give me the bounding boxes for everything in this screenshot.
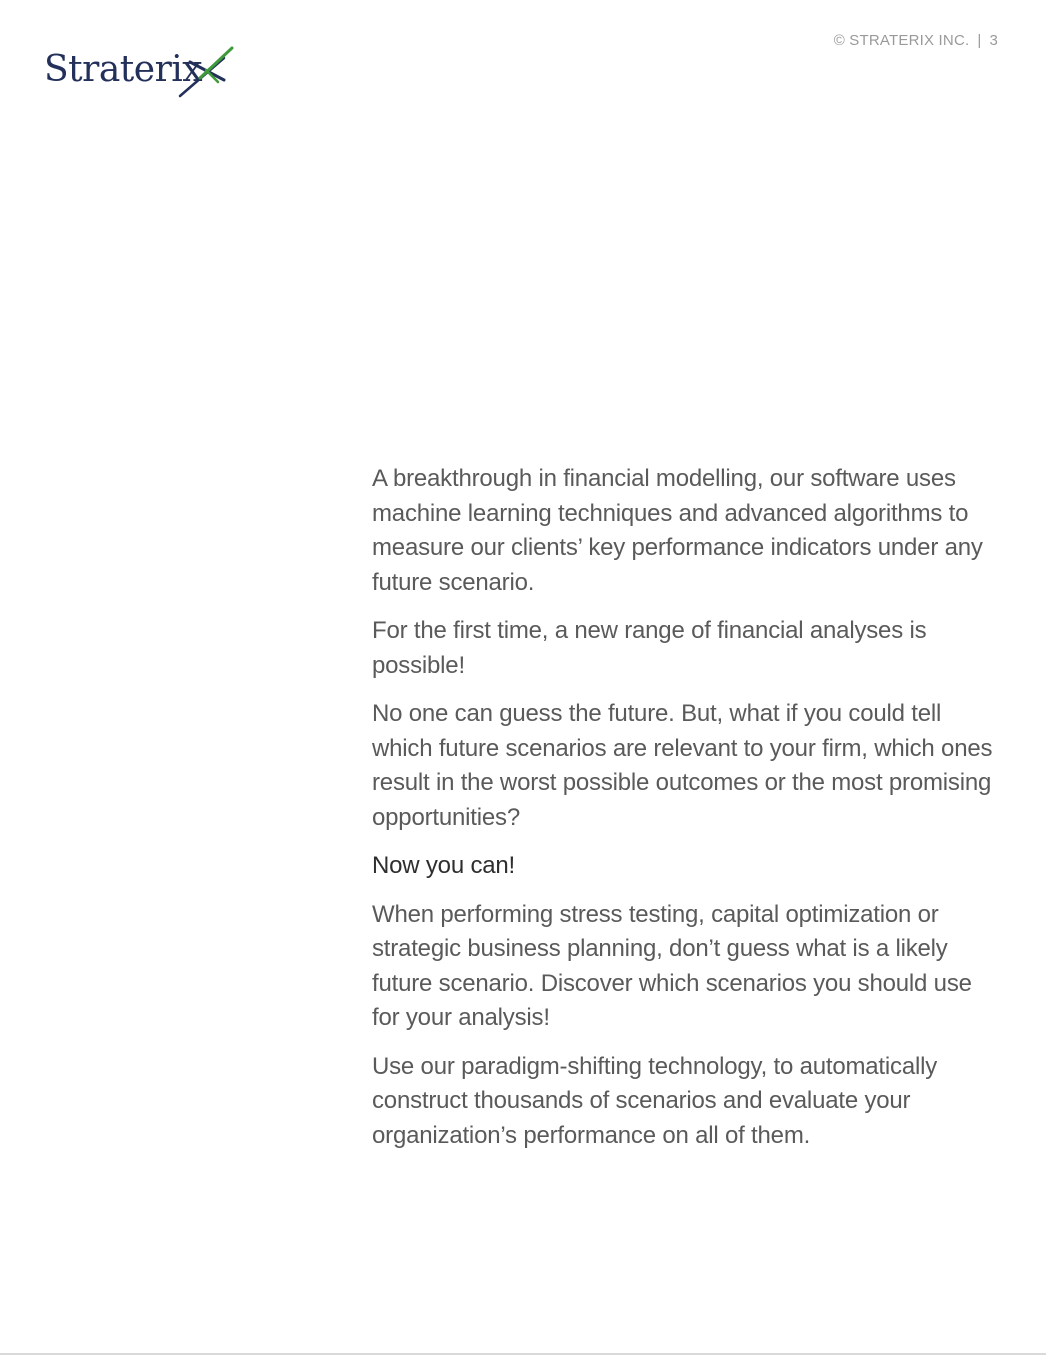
paragraph-stress-testing: When performing stress testing, capital optimization or strategic business planning, don’t guess what is a likely future scenario. Discover which scenarios you should use for your analysis! — [372, 900, 972, 1031]
copyright-text: © STRATERIX INC. — [833, 32, 970, 49]
straterix-logo — [44, 44, 234, 100]
paragraph-first-time: For the first time, a new range of financial analyses is possible! — [372, 617, 927, 679]
page-number: 3 — [989, 32, 998, 49]
paragraph-future-question: No one can guess the future. But, what if you could tell which future scenarios are relevant to your firm, which ones result in the worst possible outcomes or the most promising opportunities? — [372, 700, 993, 831]
logo-x-mark-icon — [160, 44, 234, 100]
page-bottom-divider — [0, 1353, 1046, 1355]
body-content — [372, 462, 1004, 1167]
paragraph-technology: Use our paradigm-shifting technology, to automatically construct thousands of scenarios and evaluate your organization’s performance on all of them. — [372, 1052, 938, 1149]
paragraph-now-you-can: Now you can! — [372, 852, 516, 879]
header-separator: | — [977, 32, 982, 49]
logo-wordmark: Straterix — [44, 49, 203, 90]
paragraph-intro: A breakthrough in financial modelling, our software uses machine learning techniques and advanced algorithms to measure our clients’ key performance indicators under any future scenario. — [372, 465, 983, 596]
page-header-info — [834, 32, 998, 49]
